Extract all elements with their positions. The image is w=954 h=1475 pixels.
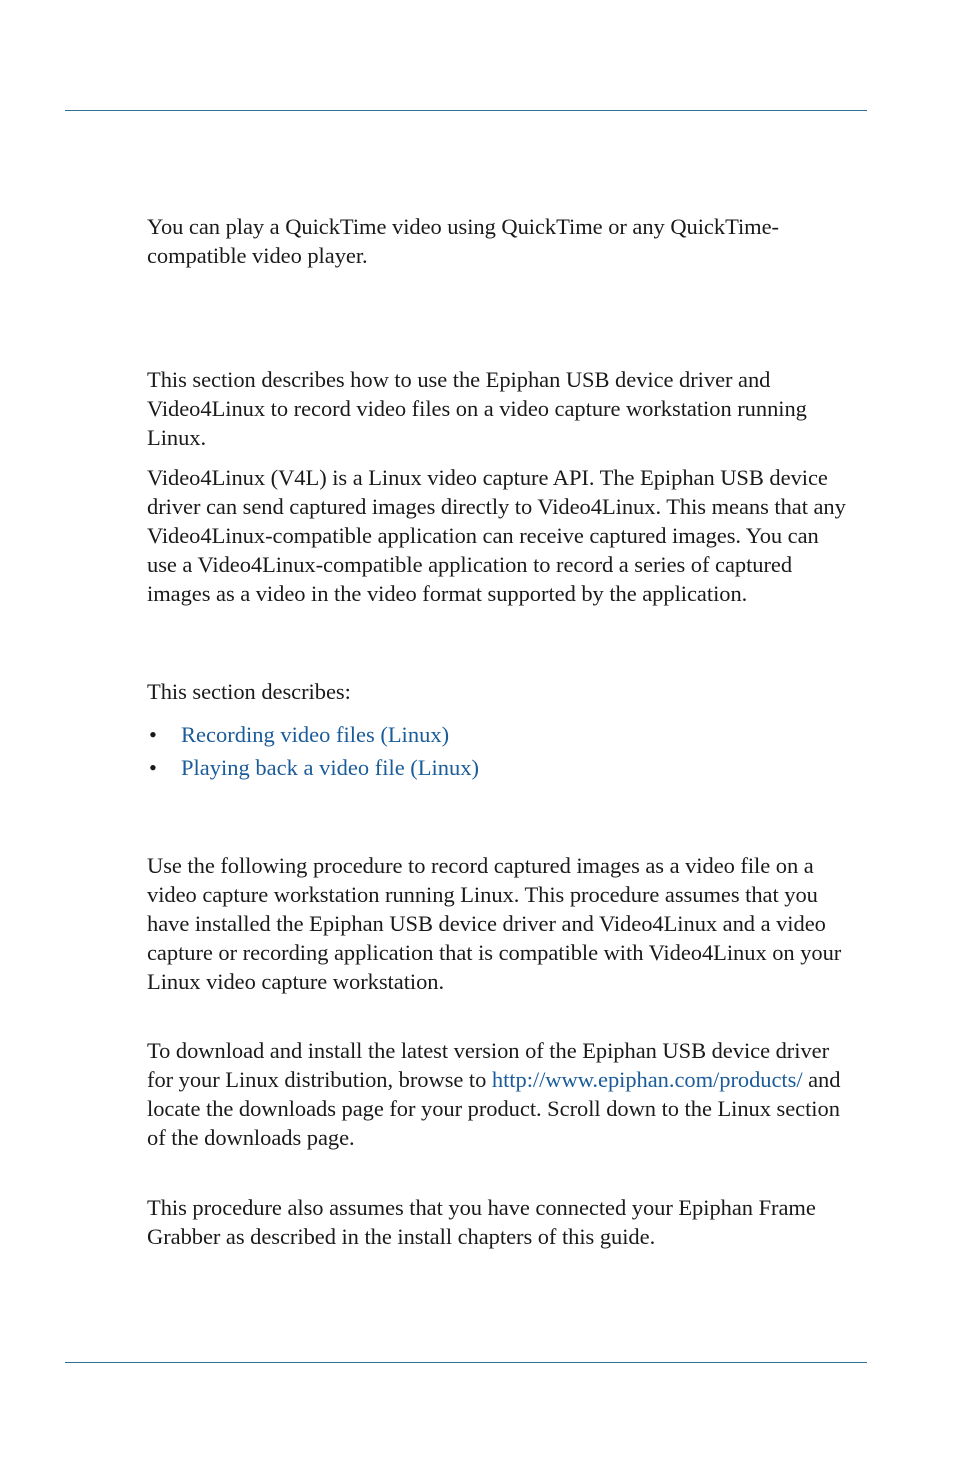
list-item [147,751,479,784]
paragraph-linux-section-intro: This section describes how to use the Epiphan USB device driver and Video4Linux to record video files on a video capture workstation running Linux. [147,367,807,450]
footer-rule [65,1362,867,1363]
link-epiphan-products-url[interactable]: http://www.epiphan.com/products/ [491,1067,803,1092]
download-text-before: To download and install the latest version of the Epiphan USB device driver for your Linux distribution, browse to [147,1038,830,1092]
list-item [147,718,479,751]
paragraph-video4linux-description: Video4Linux (V4L) is a Linux video capture API. The Epiphan USB device driver can send captured images directly to Video4Linux. This means that any Video4Linux-compatible application can receive captured images. You can use a Video4Linux-compatible application to record a series of captured images as a video in the video format supported by the application. [147,465,846,606]
section-link-list [147,718,479,784]
paragraph-connected-frame-grabber: This procedure also assumes that you have connected your Epiphan Frame Grabber as described in the install chapters of this guide. [147,1195,816,1249]
link-recording-video-files-linux[interactable]: Recording video files (Linux) [181,722,450,747]
bullet-icon: • [149,722,157,747]
header-rule [65,110,867,111]
paragraph-section-describes: This section describes: [147,679,351,704]
download-text-after: and locate the downloads page for your product. Scroll down to the Linux section of the downloads page. [147,1067,841,1150]
paragraph-quicktime-playback: You can play a QuickTime video using QuickTime or any QuickTime-compatible video player. [147,214,779,268]
paragraph-record-procedure: Use the following procedure to record captured images as a video file on a video capture workstation running Linux. This procedure assumes that you have installed the Epiphan USB device driver and Video4Linux and a video capture or recording application that is compatible with Video4Linux on your Linux video capture workstation. [147,853,842,994]
bullet-icon: • [149,755,157,780]
link-playing-back-video-file-linux[interactable]: Playing back a video file (Linux) [181,755,480,780]
paragraph-download-driver [147,1036,847,1152]
